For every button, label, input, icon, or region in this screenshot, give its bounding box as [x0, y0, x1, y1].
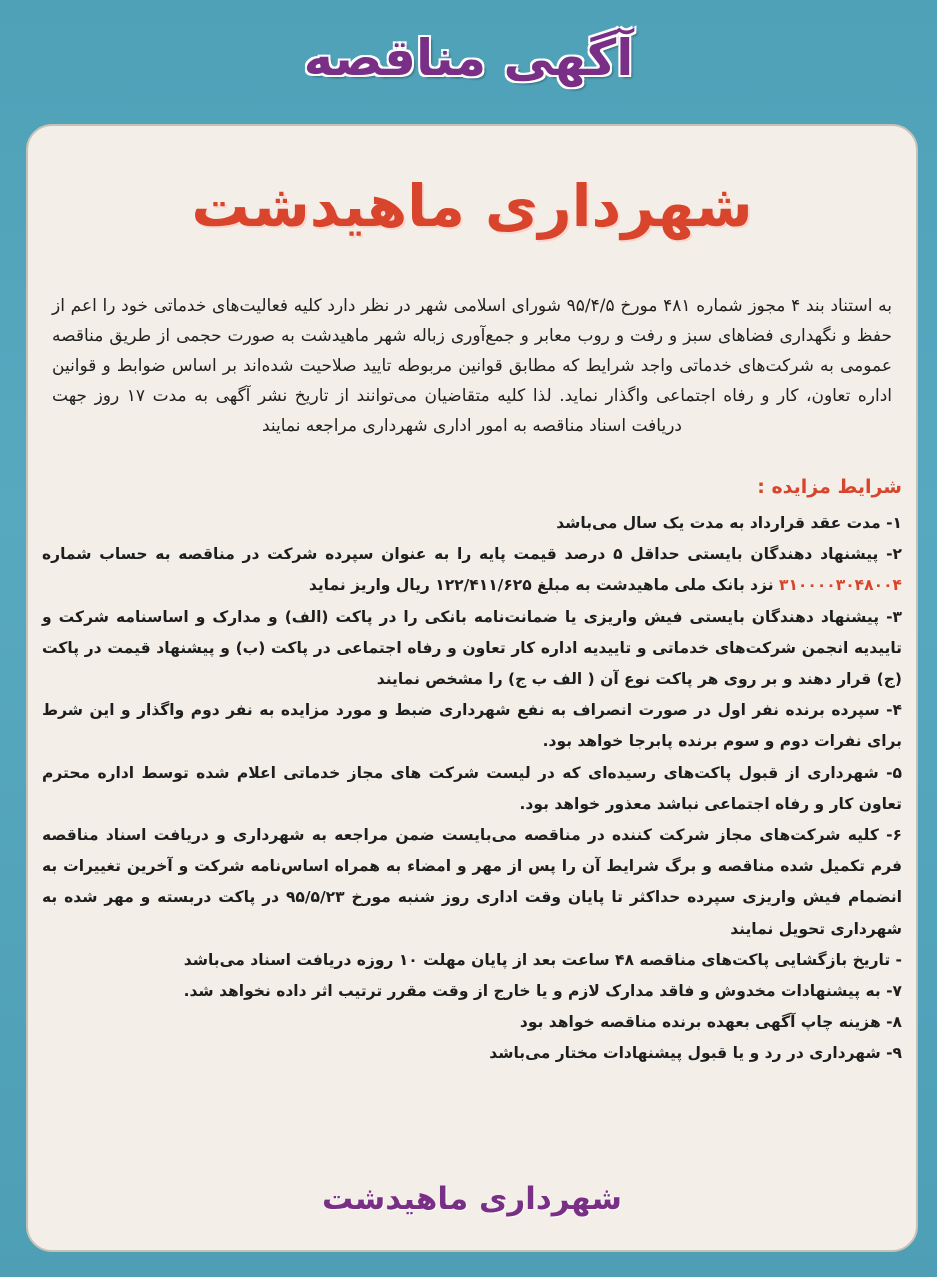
- condition-item-3: ۳- پیشنهاد دهندگان بایستی فیش واریزی یا ضمانت‌نامه بانکی را در پاکت (الف) و مدارک و اساسنامه شرکت و تاییدیه انجمن شرکت‌های خدماتی و تاییدیه اداره کار تعاون و رفاه اجتماعی در پاکت (ب) و پیشنهاد قیمت در پاکت (ج) قرار دهند و بر روی هر پاکت نوع آن ( الف ب ج) را مشخص نمایند: [42, 607, 902, 689]
- signature: شهرداری ماهیدشت: [321, 1181, 622, 1217]
- ad-header: [0, 18, 937, 108]
- intro-paragraph: به استناد بند ۴ مجوز شماره ۴۸۱ مورخ ۹۵/۴/۵ شورای اسلامی شهر در نظر دارد کلیه فعالیت‌های خدماتی خود را اعم از حفظ و نگهداری فضاهای سبز و رفت و روب معابر و جمع‌آوری زباله شهر ماهیدشت به صورت حجمی از طریق مناقصه عمومی به شرکت‌های خدماتی واجد شرایط که مطابق قوانین مربوطه تایید صلاحیت شده‌اند بر اساس ضوابط و قوانین اداره تعاون، کار و رفاه اجتماعی واگذار نماید. لذا کلیه متقاضیان می‌توانند از تاریخ نشر آگهی به مدت ۱۷ روز جهت دریافت اسناد مناقصه به امور اداری شهرداری مراجعه نمایند: [52, 296, 892, 436]
- condition-item-8: ۸- هزینه چاپ آگهی بعهده برنده مناقصه خواهد بود: [519, 1013, 902, 1032]
- condition-item-2: [42, 539, 902, 601]
- bank-account-number: ۳۱۰۰۰۰۳۰۴۸۰۰۴: [779, 576, 902, 595]
- notice-panel: [26, 124, 918, 1252]
- condition-item-5: ۵- شهرداری از قبول پاکت‌های رسیده‌ای که در لیست شرکت های مجاز خدماتی اعلام شده توسط اداره محترم تعاون کار و رفاه اجتماعی نباشد معذور خواهد بود.: [42, 763, 902, 813]
- condition-item-6-note: - تاریخ بازگشایی پاکت‌های مناقصه ۴۸ ساعت بعد از پایان مهلت ۱۰ روزه دریافت اسناد می‌باشد: [183, 950, 902, 969]
- condition-item-2-text-start: ۲- پیشنهاد دهندگان بایستی حداقل ۵ درصد قیمت پایه را به عنوان سپرده شرکت در مناقصه به حساب شماره: [42, 545, 902, 564]
- conditions-list: [42, 508, 902, 1070]
- ad-header-title: آگهی مناقصه: [303, 29, 634, 87]
- conditions-heading: شرایط مزایده :: [757, 476, 902, 498]
- municipality-title: شهرداری ماهیدشت: [191, 172, 753, 240]
- condition-item-4: ۴- سپرده برنده نفر اول در صورت انصراف به نفع شهرداری ضبط و مورد مزایده به نفر دوم واگذار و این شرط برای نفرات دوم و سوم برنده پابرجا خواهد بود.: [42, 701, 902, 751]
- condition-item-7: ۷- به پیشنهادات مخدوش و فاقد مدارک لازم و یا خارج از وقت مقرر ترتیب اثر داده نخواهد شد.: [183, 982, 902, 1001]
- condition-item-6: ۶- کلیه شرکت‌های مجاز شرکت کننده در مناقصه می‌بایست ضمن مراجعه به شهرداری و دریافت اسناد مناقصه فرم تکمیل شده مناقصه و برگ شرایط آن را پس از مهر و امضاء به همراه اساس‌نامه شرکت و آخرین تغییرات به انضمام فیش واریزی سپرده حداکثر تا پایان وقت اداری روز شنبه مورخ ۹۵/۵/۲۳ در پاکت دربسته و مهر شده به شهرداری تحویل نمایند: [42, 826, 902, 938]
- condition-item-9: ۹- شهرداری در رد و یا قبول پیشنهادات مختار می‌باشد: [489, 1044, 902, 1063]
- condition-item-1: ۱- مدت عقد قرارداد به مدت یک سال می‌باشد: [556, 514, 902, 532]
- condition-item-2-text-end: نزد بانک ملی ماهیدشت به مبلغ ۱۲۲/۴۱۱/۶۲۵ ریال واریز نماید: [308, 576, 779, 595]
